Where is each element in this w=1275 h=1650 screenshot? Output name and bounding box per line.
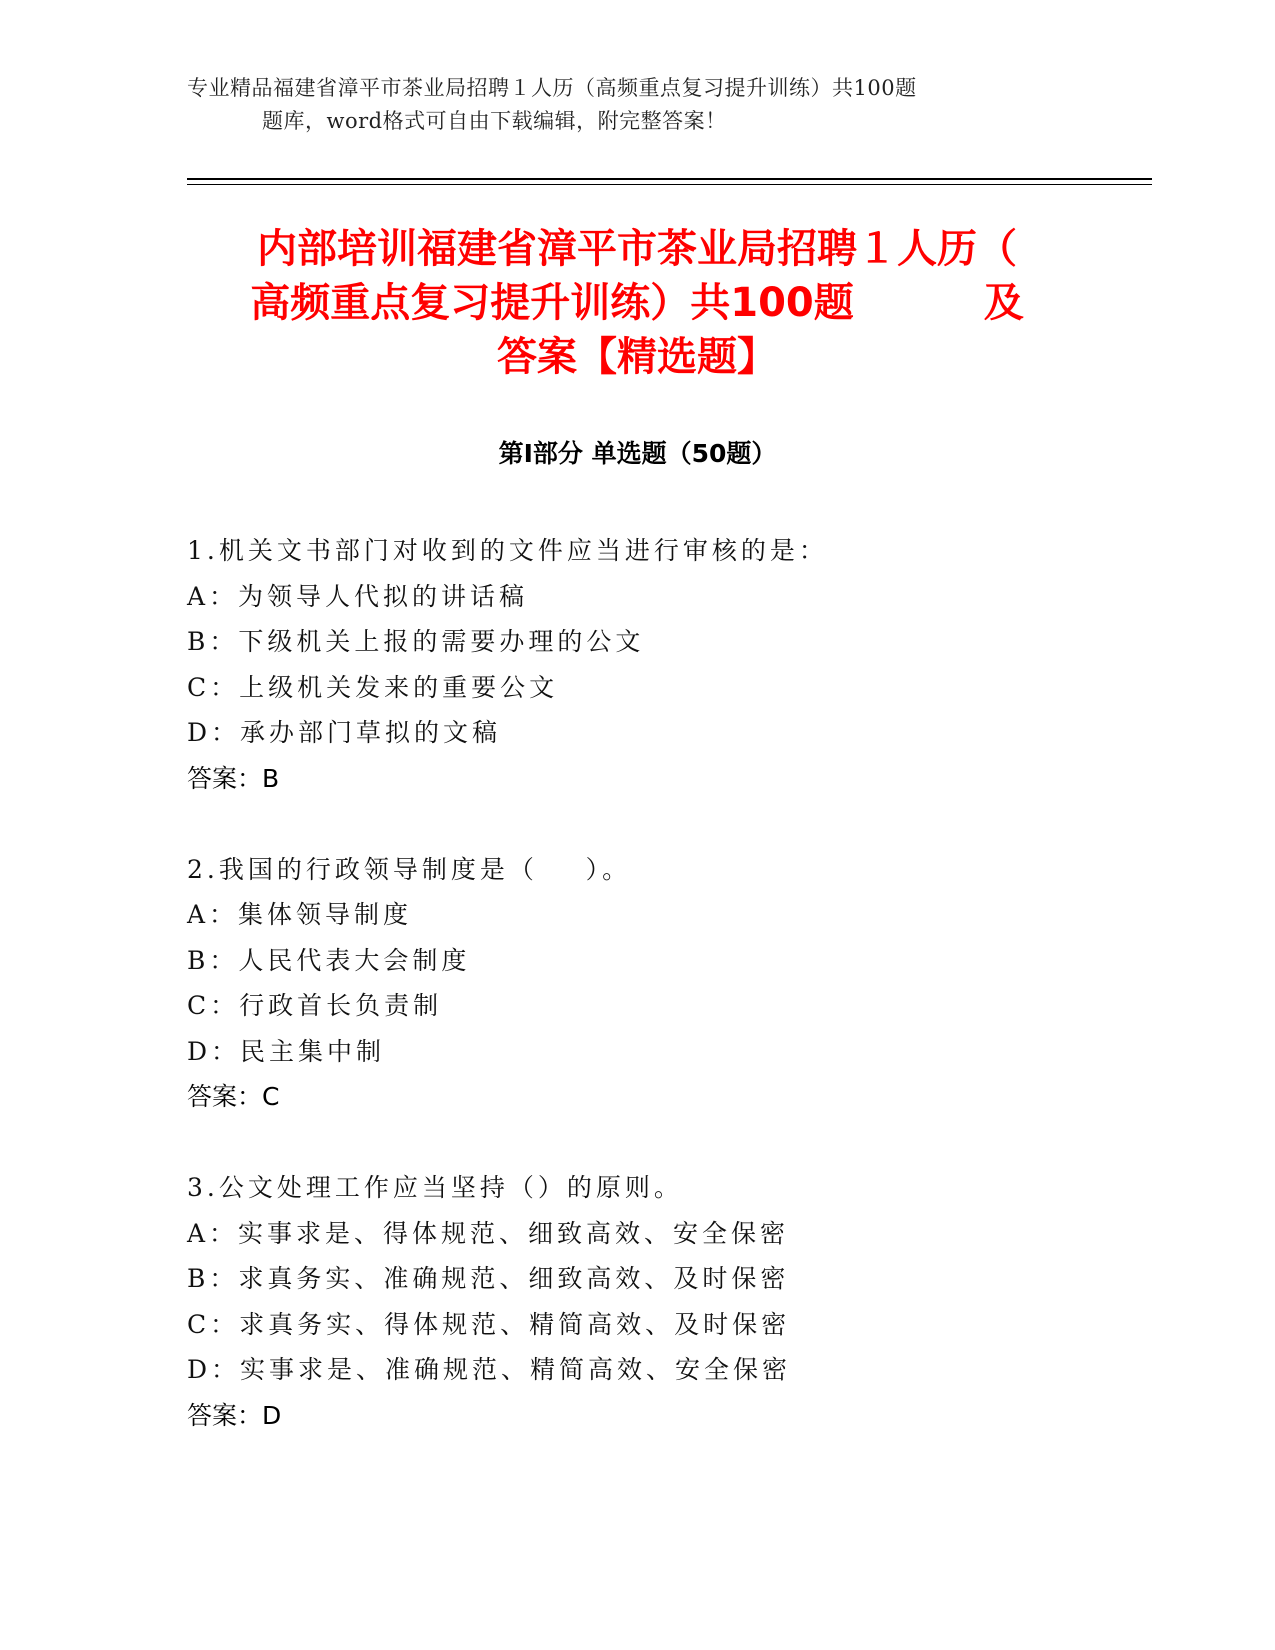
option-c: C：行政首长负责制 xyxy=(187,991,443,1020)
page-header xyxy=(0,72,1275,138)
question-list xyxy=(187,528,1167,1484)
document-title xyxy=(187,222,1087,384)
header-line-1: 专业精品福建省漳平市茶业局招聘１人历（高频重点复习提升训练）共100题 xyxy=(187,76,917,100)
title-line-3: 答案【精选题】 xyxy=(497,334,777,380)
header-line-2: 题库，word格式可自由下载编辑，附完整答案！ xyxy=(262,109,727,133)
question-stem: 3.公文处理工作应当坚持（）的原则。 xyxy=(187,1173,683,1202)
title-line-2-end: 及 xyxy=(983,280,1024,326)
question-2 xyxy=(187,847,1167,1120)
option-d: D：民主集中制 xyxy=(187,1036,386,1066)
answer: 答案：C xyxy=(187,1082,280,1111)
option-d: D：承办部门草拟的文稿 xyxy=(187,718,502,747)
title-line-2-main: 高频重点复习提升训练）共100题 xyxy=(250,280,854,326)
answer: 答案：D xyxy=(187,1400,282,1430)
question-1 xyxy=(187,528,1167,801)
question-3 xyxy=(187,1165,1167,1438)
option-a: A：实事求是、得体规范、细致高效、安全保密 xyxy=(187,1218,790,1248)
answer: 答案：B xyxy=(187,763,280,793)
option-b: B：下级机关上报的需要办理的公文 xyxy=(187,627,645,656)
option-c: C：上级机关发来的重要公文 xyxy=(187,672,559,702)
section-heading: 第Ⅰ部分 单选题（50题） xyxy=(498,439,777,468)
option-b: B：人民代表大会制度 xyxy=(187,945,471,975)
option-c: C：求真务实、得体规范、精简高效、及时保密 xyxy=(187,1309,791,1339)
title-line-2 xyxy=(187,276,1087,330)
option-b: B：求真务实、准确规范、细致高效、及时保密 xyxy=(187,1264,790,1293)
option-d: D：实事求是、准确规范、精简高效、安全保密 xyxy=(187,1355,792,1384)
header-divider-thin xyxy=(187,184,1152,185)
header-divider-thick xyxy=(187,178,1152,180)
title-line-1: 内部培训福建省漳平市茶业局招聘１人历（ xyxy=(257,226,1017,272)
option-a: A：集体领导制度 xyxy=(187,900,413,929)
question-stem: 2.我国的行政领导制度是（ ）。 xyxy=(187,854,632,884)
option-a: A：为领导人代拟的讲话稿 xyxy=(187,581,529,611)
question-stem: 1.机关文书部门对收到的文件应当进行审核的是： xyxy=(187,536,828,565)
